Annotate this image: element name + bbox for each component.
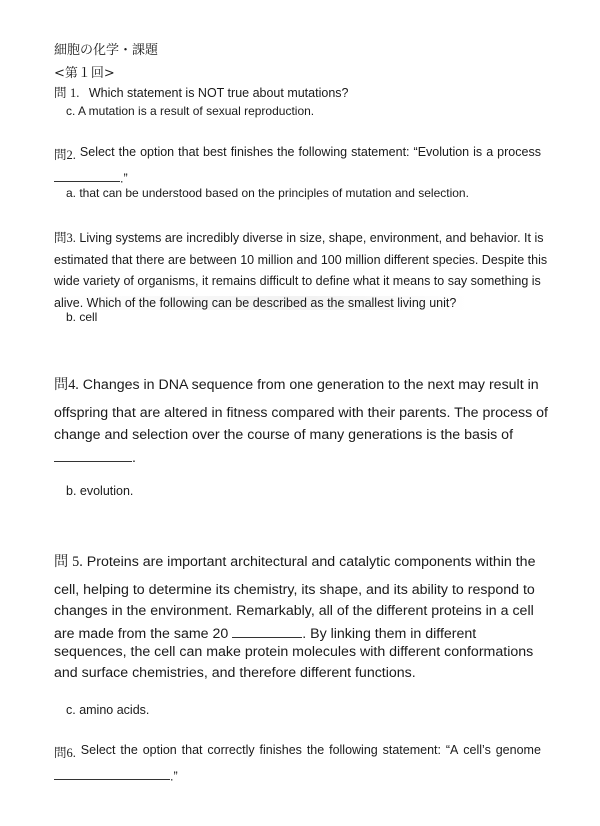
question-4-answer: b. evolution. [66, 484, 134, 498]
question-3-label: 問 [54, 230, 67, 245]
question-4-line-3: change and selection over the course of many generations is the basis of [54, 427, 514, 443]
question-6-word: statement: [382, 743, 441, 757]
question-3-line-3: wide variety of organisms, it remains difficult to define what it means to say something is [54, 274, 541, 289]
question-5-text-4b: . By linking them in different [302, 625, 477, 642]
question-1 [54, 83, 348, 101]
question-2 [54, 145, 541, 185]
question-6 [54, 743, 541, 783]
question-5-line-1 [54, 551, 535, 571]
question-6-word: following [329, 743, 378, 757]
question-1-label: 問 [54, 85, 67, 100]
question-4-line-4 [54, 448, 136, 466]
question-6-word: the [120, 743, 138, 757]
question-3-text-1: Living systems are incredibly diverse in size, shape, environment, and behavior. It is [79, 231, 544, 245]
session-label: <第１回> [54, 66, 115, 81]
question-2-word: that [178, 145, 200, 159]
question-4-label: 問 [54, 377, 69, 393]
question-2-word: finishes [230, 145, 274, 159]
question-1-answer: c. A mutation is a result of sexual reproduction. [66, 104, 315, 118]
question-6-word: finishes [259, 743, 302, 757]
question-3-number: 3. [66, 231, 76, 245]
answer-blank [54, 448, 132, 462]
question-2-number: 2. [66, 148, 76, 162]
question-3-text-4: alive. Which of the following can be described as the smallest living unit? [54, 296, 468, 310]
question-1-text: Which statement is NOT true about mutations? [88, 86, 349, 100]
question-3-line-4 [54, 293, 547, 315]
question-2-word: “Evolution [413, 145, 470, 159]
question-5-number: 5. [72, 554, 83, 570]
question-5-line-5: sequences, the cell can make protein molecules with different conformations [54, 644, 534, 660]
question-3-line-1 [54, 227, 547, 250]
question-3 [54, 227, 547, 314]
question-1-number: 1. [70, 86, 80, 100]
question-3-answer: b. cell [66, 310, 98, 324]
question-6-word: Select [80, 743, 116, 757]
question-2-line-1 [54, 145, 541, 163]
question-6-word: the [306, 743, 325, 757]
question-4-line-2: offspring that are altered in fitness compared with their parents. The process of [54, 405, 548, 421]
question-6-line-2-end: .” [170, 769, 178, 784]
question-6-word: genome [495, 743, 541, 757]
question-2-word: the [118, 145, 137, 159]
question-4-line-4-end: . [132, 449, 136, 466]
question-2-answer: a. that can be understood based on the principles of mutation and selection. [66, 186, 469, 200]
question-2-line-2-end: .” [120, 171, 128, 186]
question-5-line-3: changes in the environment. Remarkably, all of the different proteins in a cell [54, 603, 534, 619]
question-5-text-1: Proteins are important architectural and catalytic components within the [86, 554, 536, 570]
question-2-word: option [140, 145, 175, 159]
page-title: 細胞の化学・課題 [54, 43, 159, 58]
question-6-line-1 [54, 743, 541, 761]
question-5-line-6: and surface chemistries, and therefore different functions. [54, 665, 416, 681]
question-2-label: 問 [54, 147, 67, 162]
question-6-label: 問 [54, 745, 67, 760]
question-2-word: best [203, 145, 227, 159]
answer-blank [232, 624, 302, 638]
question-2-word: the [277, 145, 295, 159]
question-4-line-1 [54, 374, 539, 394]
question-3-line-2: estimated that there are between 10 million and 100 million different species. Despite this [54, 252, 548, 267]
question-6-word: that [181, 743, 203, 757]
answer-blank [54, 768, 170, 780]
question-2-word: a [486, 145, 494, 159]
question-2-word: is [473, 145, 483, 159]
question-2-word: statement: [351, 145, 410, 159]
question-2-word: Select [79, 145, 115, 159]
question-6-word: correctly [207, 743, 255, 757]
question-5-label: 問 [54, 554, 69, 570]
question-5-answer: c. amino acids. [66, 703, 150, 717]
question-6-word: option [142, 743, 177, 757]
question-5-text-4a: are made from the same 20 [54, 625, 229, 642]
question-2-word: following [298, 145, 348, 159]
question-6-number: 6. [66, 746, 76, 760]
question-5-line-4 [54, 624, 476, 642]
question-6-word: “A [445, 743, 459, 757]
question-6-word: cell’s [463, 743, 491, 757]
answer-blank [54, 170, 120, 182]
question-4-number: 4. [68, 377, 79, 393]
question-4-text-1: Changes in DNA sequence from one generation to the next may result in [82, 377, 539, 393]
question-2-line-2 [54, 170, 541, 185]
question-5-line-2: cell, helping to determine its chemistry, its shape, and its ability to respond to [54, 582, 535, 598]
question-2-word: process [497, 145, 541, 159]
question-6-line-2 [54, 768, 541, 783]
